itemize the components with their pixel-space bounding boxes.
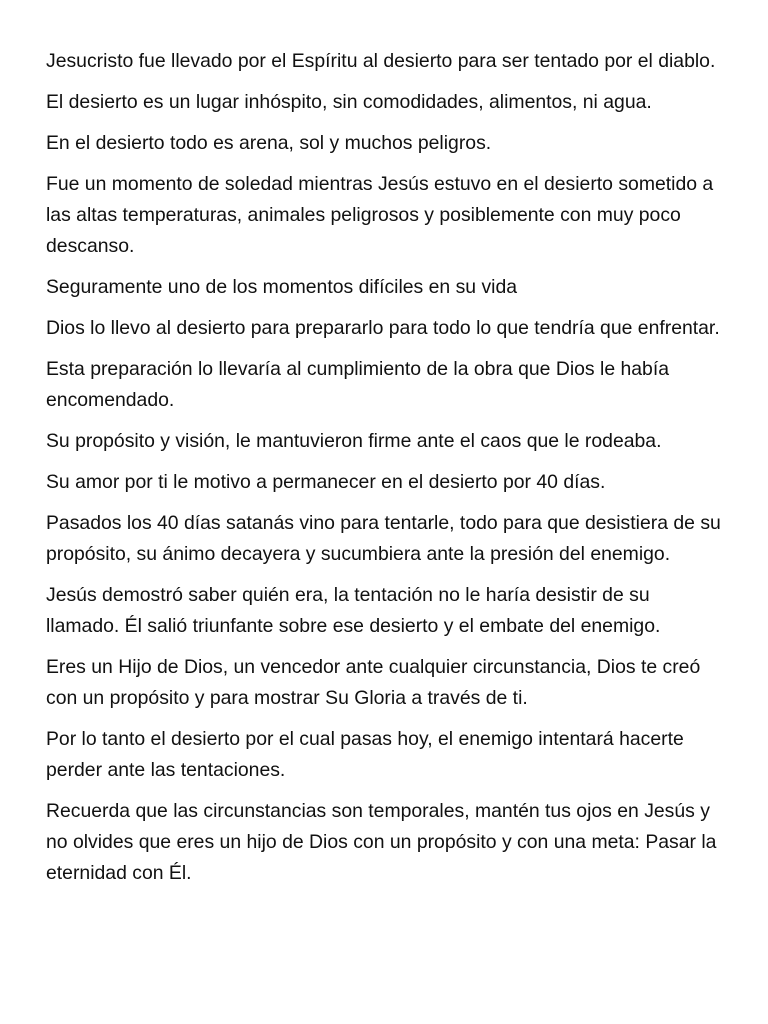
paragraph: Jesús demostró saber quién era, la tentación no le haría desistir de su llamado. Él salió triunfante sobre ese desierto y el embate del enemigo. — [46, 584, 661, 637]
paragraph: Jesucristo fue llevado por el Espíritu al desierto para ser tentado por el diablo. — [46, 50, 716, 72]
paragraph: Pasados los 40 días satanás vino para tentarle, todo para que desistiera de su propósito, su ánimo decayera y sucumbiera ante la presión del enemigo. — [46, 512, 721, 565]
paragraph: Recuerda que las circunstancias son temporales, mantén tus ojos en Jesús y no olvides que eres un hijo de Dios con un propósito y con una meta: Pasar la eternidad con Él. — [46, 800, 717, 884]
paragraph: Seguramente uno de los momentos difíciles en su vida — [46, 276, 518, 298]
paragraph: En el desierto todo es arena, sol y muchos peligros. — [46, 132, 492, 154]
paragraph: Fue un momento de soledad mientras Jesús estuvo en el desierto sometido a las altas temperaturas, animales peligrosos y posiblemente con muy poco descanso. — [46, 173, 714, 257]
paragraph: Eres un Hijo de Dios, un vencedor ante cualquier circunstancia, Dios te creó con un propósito y para mostrar Su Gloria a través de ti. — [46, 656, 701, 709]
paragraph: Su propósito y visión, le mantuvieron firme ante el caos que le rodeaba. — [46, 430, 662, 452]
document-body — [46, 46, 726, 899]
paragraph: Esta preparación lo llevaría al cumplimiento de la obra que Dios le había encomendado. — [46, 358, 670, 411]
paragraph: Dios lo llevo al desierto para prepararlo para todo lo que tendría que enfrentar. — [46, 317, 720, 339]
paragraph: El desierto es un lugar inhóspito, sin comodidades, alimentos, ni agua. — [46, 91, 652, 113]
paragraph: Su amor por ti le motivo a permanecer en el desierto por 40 días. — [46, 471, 606, 493]
paragraph: Por lo tanto el desierto por el cual pasas hoy, el enemigo intentará hacerte perder ante las tentaciones. — [46, 728, 684, 781]
